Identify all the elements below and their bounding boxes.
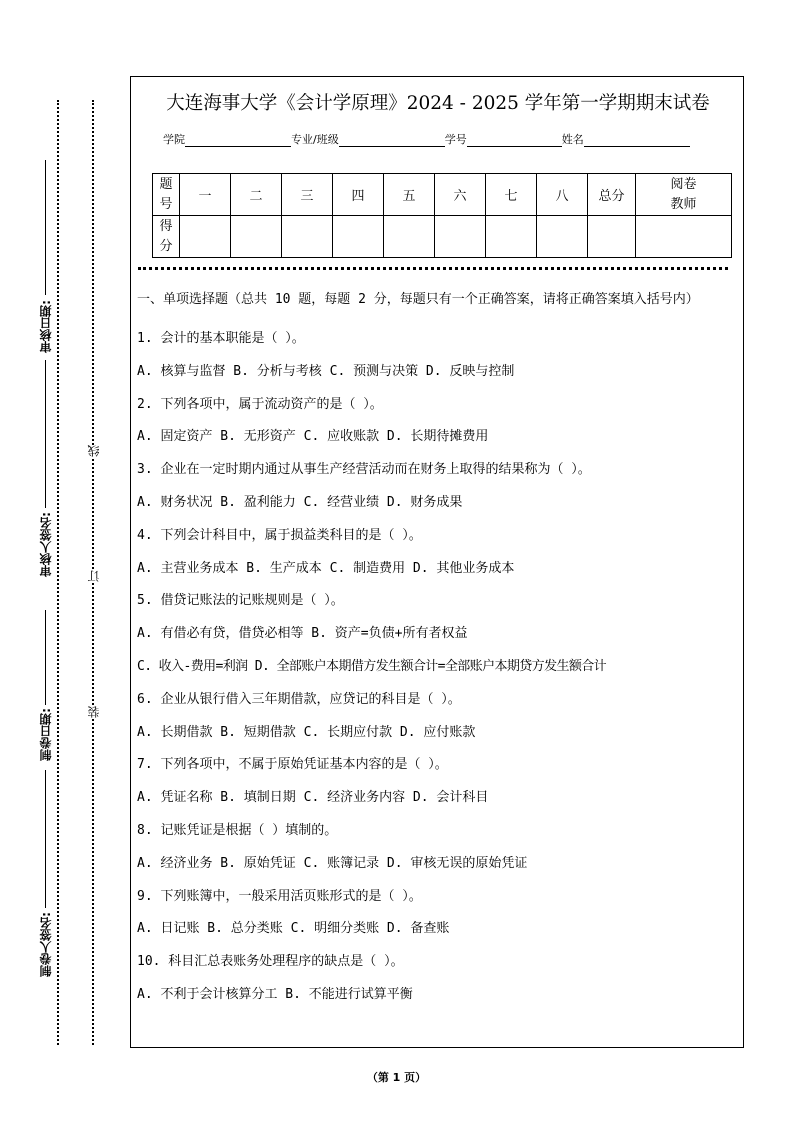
exam-frame: [130, 76, 744, 1048]
exam-title: 大连海事大学《会计学原理》2024 - 2025 学年第一学期期末试卷: [166, 93, 710, 114]
cut-line-char-zhuang: 装: [87, 706, 101, 718]
score-table-score-row: [153, 216, 732, 258]
column-total: 总分: [588, 174, 636, 216]
option-line: A. 有借必有贷，借贷必相等 B. 资产=负债+所有者权益: [137, 626, 468, 642]
cut-line-char-ding: 订: [87, 570, 101, 582]
score-cell[interactable]: [384, 216, 435, 258]
option-line: A. 不利于会计核算分工 B. 不能进行试算平衡: [137, 986, 413, 1002]
dotted-separator: [138, 267, 728, 270]
option-line: A. 日记账 B. 总分类账 C. 明细分类账 D. 备查账: [137, 921, 450, 937]
cut-line-char-xian: 线: [87, 445, 101, 457]
score-cell[interactable]: [486, 216, 537, 258]
column-6: 六: [435, 174, 486, 216]
score-cell[interactable]: [537, 216, 588, 258]
college-label: 学院: [163, 133, 185, 146]
name-field[interactable]: [584, 134, 690, 147]
option-line: A. 财务状况 B. 盈利能力 C. 经营业绩 D. 财务成果: [137, 494, 463, 510]
page-number: （第 1 页）: [366, 1071, 427, 1084]
compile-date-label: 制卷日期:: [39, 708, 53, 761]
grading-teacher-header: 阅卷 教师: [636, 174, 732, 216]
question-line: 7. 下列各项中，不属于原始凭证基本内容的是（ ）。: [137, 757, 448, 773]
option-line: A. 凭证名称 B. 填制日期 C. 经济业务内容 D. 会计科目: [137, 790, 489, 806]
option-line: A. 固定资产 B. 无形资产 C. 应收账款 D. 长期待摊费用: [137, 429, 489, 445]
question-number-header: 题 号: [153, 174, 180, 216]
compile-date-line: [45, 610, 46, 705]
section-heading: 一、单项选择题（总共 10 题，每题 2 分，每题只有一个正确答案，请将正确答案填入括号内）: [137, 292, 699, 307]
option-line: A. 核算与监督 B. 分析与考核 C. 预测与决策 D. 反映与控制: [137, 363, 515, 379]
student-id-label: 学号: [444, 133, 467, 146]
review-date-line: [45, 160, 46, 295]
score-table-header-row: [153, 174, 732, 216]
column-3: 三: [282, 174, 333, 216]
score-cell[interactable]: [435, 216, 486, 258]
college-field[interactable]: [185, 134, 291, 147]
column-5: 五: [384, 174, 435, 216]
review-date-label: 审核日期:: [39, 300, 53, 353]
column-8: 八: [537, 174, 588, 216]
score-cell-total[interactable]: [588, 216, 636, 258]
question-line: 3. 企业在一定时期内通过从事生产经营活动而在财务上取得的结果称为（ ）。: [137, 462, 591, 478]
question-line: 5. 借贷记账法的记账规则是（ ）。: [137, 593, 344, 609]
major-class-field[interactable]: [339, 134, 445, 147]
option-line: A. 主营业务成本 B. 生产成本 C. 制造费用 D. 其他业务成本: [137, 560, 515, 576]
reviewer-signature-label: 审核人签名:: [39, 512, 53, 577]
student-id-field[interactable]: [467, 134, 562, 147]
score-cell[interactable]: [180, 216, 231, 258]
name-label: 姓名: [561, 133, 584, 146]
question-line: 1. 会计的基本职能是（ ）。: [137, 331, 305, 346]
question-line: 6. 企业从银行借入三年期借款，应贷记的科目是（ ）。: [137, 691, 461, 707]
score-row-header: 得 分: [153, 216, 180, 258]
compiler-signature-line: [45, 770, 46, 908]
binding-margin: [0, 0, 125, 1122]
score-table: [152, 173, 732, 258]
column-1: 一: [180, 174, 231, 216]
score-cell[interactable]: [231, 216, 282, 258]
grading-teacher-cell[interactable]: [636, 216, 732, 258]
option-line: A. 长期借款 B. 短期借款 C. 长期应付款 D. 应付账款: [137, 724, 476, 740]
score-cell[interactable]: [333, 216, 384, 258]
question-line: 4. 下列会计科目中，属于损益类科目的是（ ）。: [137, 527, 422, 543]
question-line: 10. 科目汇总表账务处理程序的缺点是（ ）。: [137, 954, 404, 970]
binding-dotted-line-outer: [57, 100, 59, 1045]
reviewer-signature-line: [45, 360, 46, 508]
column-7: 七: [486, 174, 537, 216]
option-line: C. 收入-费用=利润 D. 全部账户本期借方发生额合计=全部账户本期贷方发生额合计: [137, 658, 607, 674]
score-cell[interactable]: [282, 216, 333, 258]
question-line: 2. 下列各项中，属于流动资产的是（ ）。: [137, 396, 383, 412]
question-line: 8. 记账凭证是根据（ ）填制的。: [137, 822, 338, 838]
question-section: [137, 289, 737, 1012]
major-class-label: 专业/班级: [291, 133, 339, 146]
student-info-row: [163, 131, 723, 147]
column-2: 二: [231, 174, 282, 216]
option-line: A. 经济业务 B. 原始凭证 C. 账簿记录 D. 审核无误的原始凭证: [137, 855, 528, 871]
compiler-signature-label: 制卷人签名:: [39, 912, 53, 977]
column-4: 四: [333, 174, 384, 216]
question-line: 9. 下列账簿中，一般采用活页账形式的是（ ）。: [137, 888, 422, 904]
